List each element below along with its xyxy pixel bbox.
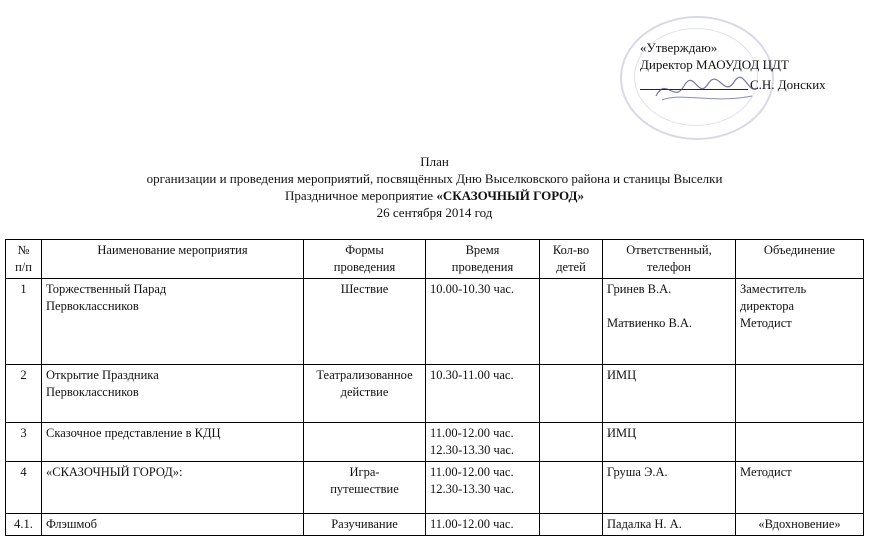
table-row bbox=[6, 423, 864, 462]
row-form: Театрализованное действие bbox=[304, 365, 426, 423]
header-name: Наименование мероприятия bbox=[42, 240, 304, 279]
row-time: 11.00-12.00 час. bbox=[426, 514, 540, 536]
row-count bbox=[540, 514, 603, 536]
row-name: «СКАЗОЧНЫЙ ГОРОД»: bbox=[42, 462, 304, 514]
row-responsible: ИМЦ bbox=[603, 365, 736, 423]
row-unit: Методист bbox=[736, 462, 864, 514]
row-count bbox=[540, 279, 603, 365]
row-time: 11.00-12.00 час. 12.30-13.30 час. bbox=[426, 423, 540, 462]
row-name: Флэшмоб bbox=[42, 514, 304, 536]
heading-title: План bbox=[420, 154, 449, 169]
approval-position: Директор МАОУДОД ЦДТ bbox=[640, 57, 789, 72]
row-number: 2 bbox=[6, 365, 42, 423]
row-responsible: Груша Э.А. bbox=[603, 462, 736, 514]
approval-title: «Утверждаю» bbox=[640, 40, 718, 55]
header-unit: Объединение bbox=[736, 240, 864, 279]
row-form bbox=[304, 423, 426, 462]
row-name: Открытие Праздника Первоклассников bbox=[42, 365, 304, 423]
row-unit: Заместитель директора Методист bbox=[736, 279, 864, 365]
table-row bbox=[6, 514, 864, 536]
header-number: № п/п bbox=[6, 240, 42, 279]
row-responsible: Падалка Н. А. bbox=[603, 514, 736, 536]
row-responsible: Гринев В.А. Матвиенко В.А. bbox=[603, 279, 736, 365]
row-time: 10.30-11.00 час. bbox=[426, 365, 540, 423]
row-number: 1 bbox=[6, 279, 42, 365]
row-responsible: ИМЦ bbox=[603, 423, 736, 462]
table-row bbox=[6, 462, 864, 514]
row-name: Сказочное представление в КДЦ bbox=[42, 423, 304, 462]
row-unit bbox=[736, 365, 864, 423]
document-heading bbox=[0, 153, 869, 221]
heading-date: 26 сентября 2014 год bbox=[376, 205, 493, 220]
approval-block bbox=[600, 22, 860, 132]
signature-mark bbox=[652, 70, 762, 110]
approval-signer: С.Н. Донских bbox=[750, 77, 826, 92]
table-row bbox=[6, 365, 864, 423]
row-number: 3 bbox=[6, 423, 42, 462]
header-time: Время проведения bbox=[426, 240, 540, 279]
row-time: 10.00-10.30 час. bbox=[426, 279, 540, 365]
heading-event bbox=[0, 187, 869, 204]
table-row bbox=[6, 279, 864, 365]
row-unit: «Вдохновение» bbox=[736, 514, 864, 536]
header-count: Кол-во детей bbox=[540, 240, 603, 279]
header-form: Формы проведения bbox=[304, 240, 426, 279]
row-count bbox=[540, 462, 603, 514]
heading-subtitle: организации и проведения мероприятий, посвящённых Дню Выселковского района и станицы Выселки bbox=[146, 171, 723, 186]
heading-event-name: «СКАЗОЧНЫЙ ГОРОД» bbox=[436, 188, 584, 203]
row-number: 4.1. bbox=[6, 514, 42, 536]
row-time: 11.00-12.00 час. 12.30-13.30 час. bbox=[426, 462, 540, 514]
events-table bbox=[5, 239, 864, 536]
row-number: 4 bbox=[6, 462, 42, 514]
header-responsible: Ответственный, телефон bbox=[603, 240, 736, 279]
heading-event-prefix: Праздничное мероприятие bbox=[285, 188, 437, 203]
row-count bbox=[540, 423, 603, 462]
table-header-row bbox=[6, 240, 864, 279]
row-name: Торжественный Парад Первоклассников bbox=[42, 279, 304, 365]
row-form: Шествие bbox=[304, 279, 426, 365]
row-form: Разучивание bbox=[304, 514, 426, 536]
row-form: Игра- путешествие bbox=[304, 462, 426, 514]
row-unit bbox=[736, 423, 864, 462]
row-count bbox=[540, 365, 603, 423]
